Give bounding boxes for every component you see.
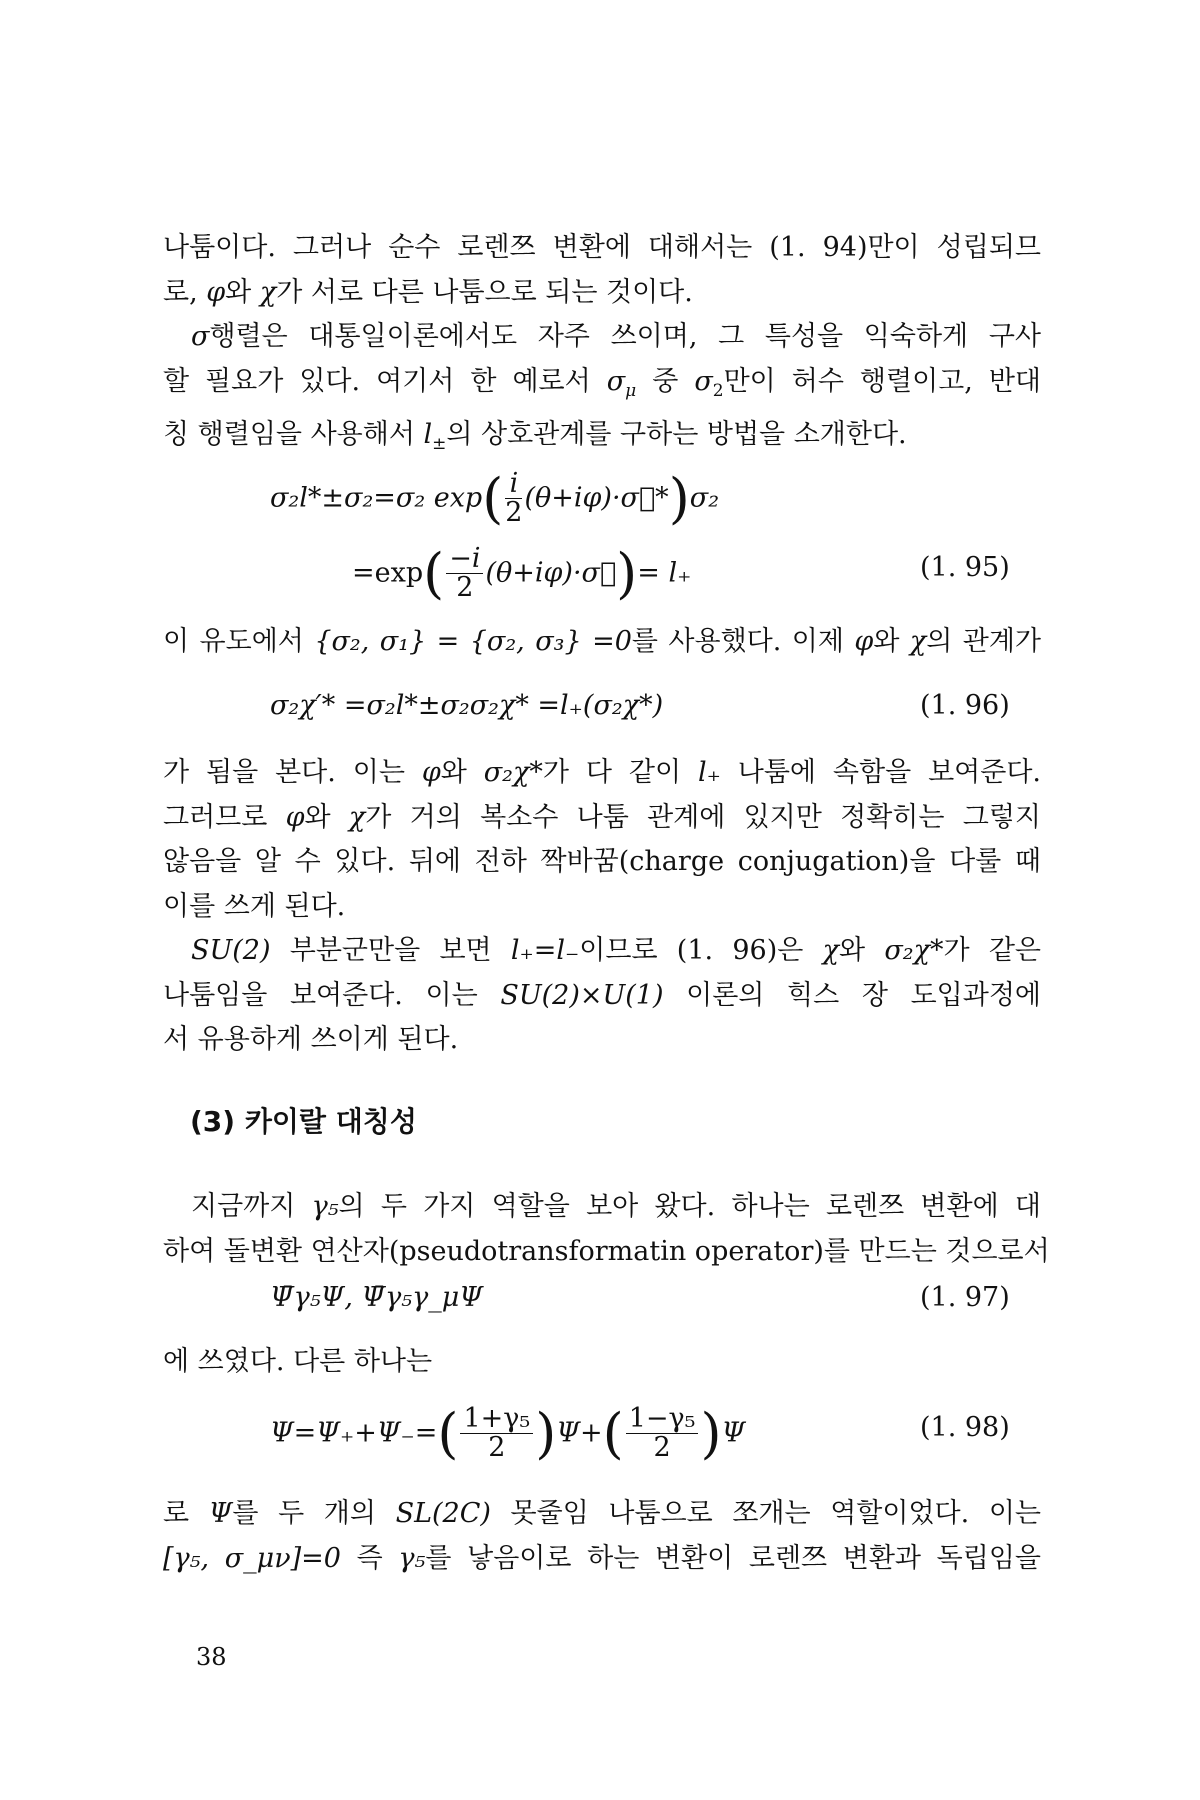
text-line: 서 유용하게 쓰이게 된다. [163,1024,459,1055]
fraction: $\frac{i}{2}$ [505,468,523,529]
text-line: 칭 행렬임을 사용해서 $l_\pm$의 상호관계를 구하는 방법을 소개한다. [163,419,907,454]
text-line: 이 유도에서 {σ₂, σ₁} = {σ₂, σ₃} =0를 사용했다. 이제 φ와 χ의 관계가 [163,626,1042,657]
text-line: σ행렬은 대통일이론에서도 자주 쓰이며, 그 특성을 익숙하게 구사 [191,321,1041,352]
section-heading: (3) 카이랄 대칭성 [190,1105,417,1138]
paragraph-1 [163,226,1041,315]
fraction: $\frac{-i}{2}$ [446,545,483,603]
equation-1-98: Ψ=Ψ₊+Ψ₋=( $\frac{\text{1+γ₅}}{2}$ )Ψ+( $\frac{\text{1−γ₅}}{2}$ )Ψ [270,1401,746,1465]
paragraph-8 [163,1492,1041,1581]
text-line: 나툼임을 보여준다. 이는 SU(2)×U(1) 이론의 힉스 장 도입과정에 [163,979,1041,1011]
equation-1-96: σ₂χ′* =σ₂l*±σ₂σ₂χ* =l₊(σ₂χ*) [270,690,664,721]
text-line: 나툼이다. 그러나 순수 로렌쯔 변환에 대해서는 (1. 94)만이 성립되므 [163,232,1041,263]
text-line: 가 됨을 본다. 이는 φ와 σ₂χ*가 다 같이 l₊ 나툼에 속함을 보여준다. [163,757,1041,788]
paragraph-7 [163,1340,1041,1385]
text-line: 로 Ψ를 두 개의 SL(2C) 못줄임 나툼으로 쪼개는 역할이었다. 이는 [163,1498,1041,1529]
equation-number: (1. 96) [920,690,1010,721]
text-line: 이를 쓰게 된다. [163,890,346,922]
text-line: 할 필요가 있다. 여기서 한 예로서 $\sigma_\mu$ 중 $\sigma_2$만이 허수 행렬이고, 반대 [163,365,1042,401]
equation-number: (1. 97) [920,1282,1010,1313]
text-line: SU(2) 부분군만을 보면 l₊=l₋이므로 (1. 96)은 χ와 σ₂χ*가 같은 [191,935,1041,966]
fraction: $\frac{\text{1−γ₅}}{2}$ [626,1405,699,1463]
equation-1-95-line-2: =exp( $\frac{-i}{2}$ (θ+iφ)·σ⃗)= l₊ [352,541,692,605]
equation-number: (1. 95) [920,552,1010,583]
paragraph-2 [163,315,1041,467]
equation-number: (1. 98) [920,1412,1010,1443]
text-line: 않음을 알 수 있다. 뒤에 전하 짝바꿈(charge conjugation)을 다룰 때 [163,846,1041,877]
page-number: 38 [196,1643,227,1671]
equation-1-97: Ψ̄γ₅Ψ, Ψ̄γ₅γ_μΨ [270,1282,483,1313]
text-line: 지금까지 γ₅의 두 가지 역할을 보아 왔다. 하나는 로렌쯔 변환에 대 [191,1191,1041,1222]
paragraph-3 [163,620,1041,665]
paragraph-5 [163,929,1041,1063]
text-line: 로, φ와 χ가 서로 다른 나툼으로 되는 것이다. [163,276,693,308]
text-line: 하여 돌변환 연산자(pseudotransformatin operator)를 만드는 것으로서 [163,1235,1050,1267]
paragraph-6 [163,1185,1050,1274]
text-line: [γ₅, σ_μν]=0 즉 γ₅를 낳음이로 하는 변환이 로렌쯔 변환과 독립임을 [163,1542,1042,1574]
text-line: 에 쓰였다. 다른 하나는 [163,1346,433,1377]
paragraph-4 [163,751,1041,929]
equation-1-95-line-1: σ₂l*±σ₂=σ₂ exp( $\frac{i}{2}$ (θ+iφ)·σ⃗*)σ₂ [270,466,720,530]
fraction: $\frac{\text{1+γ₅}}{2}$ [460,1405,533,1463]
text-line: 그러므로 φ와 χ가 거의 복소수 나툼 관계에 있지만 정확히는 그렇지 [163,801,1041,833]
